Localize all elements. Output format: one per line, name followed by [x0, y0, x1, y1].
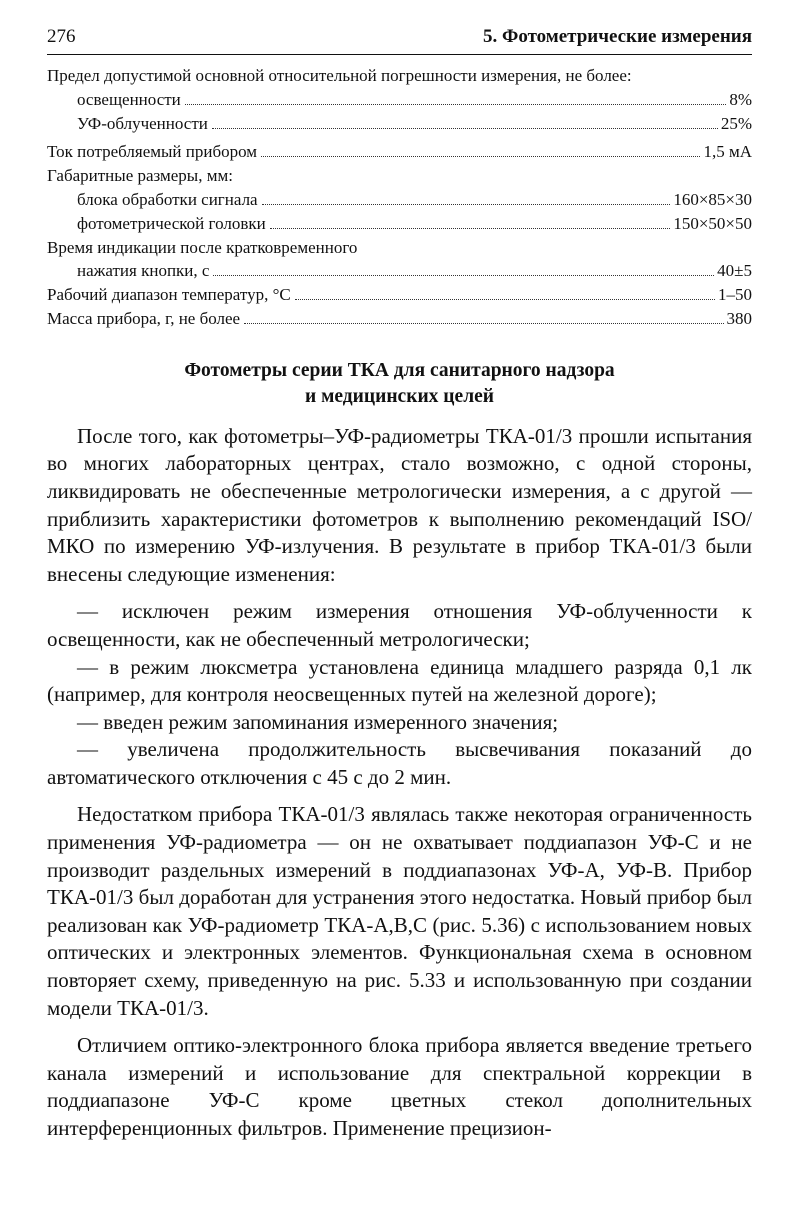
page-number: 276	[47, 26, 76, 47]
leader-dots	[244, 323, 723, 324]
leader-dots	[261, 156, 700, 157]
spec-row-indication-time: нажатия кнопки, с 40±5	[77, 261, 752, 281]
paragraph-difference: Отличием оптико-электронного блока прибора является введение третьего канала измерений и использование для спектральной коррекции в поддиапазоне УФ-С кроме цветных стекол дополнительных интерференционных фильтров. Применение прецизион-	[47, 1033, 752, 1141]
spec-row-mass: Масса прибора, г, не более 380	[47, 308, 752, 328]
specifications-list	[47, 64, 752, 331]
paragraph-intro: После того, как фотометры–УФ-радиометры ТКА-01/3 прошли испытания во многих лабораторных центрах, стало возможно, с одной стороны, ликвидировать не обеспеченные метрологически измерения, а с другой — приблизить характеристики фотометров к выполнению рекомендаций ISO/МКО по измерению УФ-излучения. В результате в прибор ТКА-01/3 были внесены следующие изменения:	[47, 423, 752, 586]
list-item-change: — увеличена продолжительность высвечивания показаний до автоматического отключения с 45 с до 2 мин.	[47, 737, 752, 789]
spec-row-signal-unit: блока обработки сигнала 160×85×30	[77, 189, 752, 209]
spec-row-illuminance-error: освещенности 8%	[77, 89, 752, 109]
leader-dots	[262, 204, 671, 205]
spec-row-uv-error: УФ-облученности 25%	[77, 113, 752, 133]
chapter-title: 5. Фотометрические измерения	[483, 26, 752, 47]
leader-dots	[185, 104, 727, 105]
list-item-change: — введен режим запоминания измеренного значения;	[77, 709, 559, 734]
leader-dots	[295, 299, 715, 300]
list-item-change: — в режим люксметра установлена единица младшего разряда 0,1 лк (например, для контроля неосвещенных путей на железной дороге);	[47, 654, 752, 707]
spec-row-current: Ток потребляемый прибором 1,5 мА	[47, 142, 752, 162]
running-header	[47, 20, 752, 55]
list-item-change: — исключен режим измерения отношения УФ-облученности к освещенности, как не обеспеченный метрологически;	[47, 599, 752, 651]
section-heading-line-1: Фотометры серии ТКА для санитарного надзора	[184, 359, 615, 381]
spec-heading-error: Предел допустимой основной относительной погрешности измерения, не более:	[47, 66, 632, 85]
leader-dots	[270, 228, 671, 229]
section-heading-line-2: и медицинских целей	[304, 385, 495, 407]
section-heading	[47, 358, 752, 410]
book-page	[47, 20, 752, 1143]
spec-heading-dimensions: Габаритные размеры, мм:	[47, 166, 233, 186]
paragraph-shortcoming: Недостатком прибора ТКА-01/3 являлась также некоторая ограниченность применения УФ-радиометра — он не охватывает поддиапазон УФ-С и не производит раздельных измерений в поддиапазонах УФ-А, УФ-В. Прибор ТКА-01/3 был доработан для устранения этого недостатка. Новый прибор был реализован как УФ-радиометр ТКА-А,В,С (рис. 5.36) с использованием новых оптических и электронных элементов. Функциональная схема в основном повторяет схему, приведенную на рис. 5.33 и использованную при создании модели ТКА-01/3.	[47, 802, 752, 1020]
spec-row-photometric-head: фотометрической головки 150×50×50	[77, 213, 752, 233]
leader-dots	[212, 128, 718, 129]
spec-heading-indication: Время индикации после кратковременного	[47, 237, 358, 257]
leader-dots	[213, 275, 714, 276]
spec-row-temperature: Рабочий диапазон температур, °С 1–50	[47, 285, 752, 305]
body-text	[47, 423, 752, 1143]
